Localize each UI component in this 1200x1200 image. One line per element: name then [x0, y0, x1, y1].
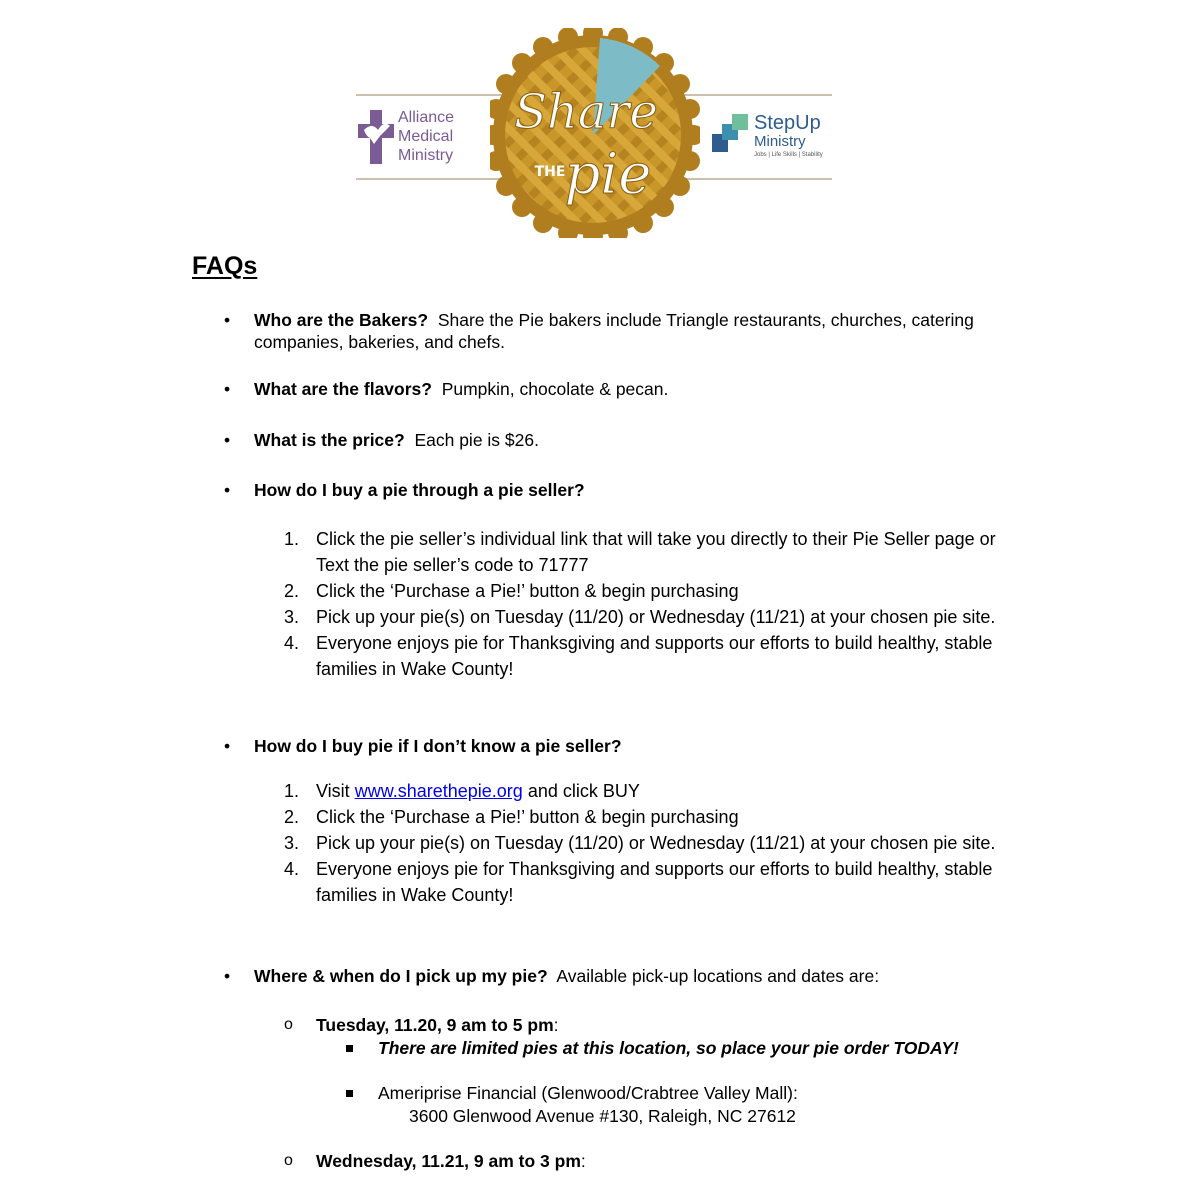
step-text: Click the ‘Purchase a Pie!’ button & begin purchasing: [316, 807, 739, 827]
circle-bullet-icon: o: [284, 1152, 293, 1169]
faq-question: Who are the Bakers?: [254, 310, 429, 330]
limited-note-text: There are limited pies at this location, so place your pie order TODAY!: [378, 1038, 959, 1058]
list-item: [284, 778, 1014, 804]
pickup-location: [346, 1082, 966, 1104]
faq-text: [254, 309, 1014, 353]
list-number: 3.: [284, 607, 300, 627]
list-number: 2.: [284, 581, 300, 601]
list-item: [284, 578, 1014, 604]
list-number: 1.: [284, 781, 300, 801]
list-item: [284, 804, 1014, 830]
stepup-tagline: Jobs | Life Skills | Stability: [754, 152, 823, 158]
bullet-icon: •: [224, 379, 231, 399]
faq-text: [254, 965, 1014, 987]
alliance-medical-ministry-logo: [356, 106, 486, 168]
location-address: 3600 Glenwood Avenue #130, Raleigh, NC 27612: [409, 1106, 796, 1126]
faq-item-flavors: [224, 378, 1014, 400]
pie-logo-word-share: Share: [514, 84, 658, 140]
faq-question: What are the flavors?: [254, 379, 432, 399]
header-banner: [0, 0, 1200, 240]
step-text: Click the ‘Purchase a Pie!’ button & begin purchasing: [316, 581, 739, 601]
list-number: 1.: [284, 529, 300, 549]
faq-answer: Each pie is $26.: [414, 430, 539, 450]
list-number: 2.: [284, 807, 300, 827]
faq-question: What is the price?: [254, 430, 405, 450]
bullet-icon: •: [224, 736, 231, 756]
colon: :: [553, 1015, 559, 1035]
step-text: Click the pie seller’s individual link that will take you directly to their Pie Seller page or Text the pie seller’s code to 71777: [316, 529, 996, 575]
pie-logo-word-the: THE: [534, 164, 566, 180]
pickup-day-wednesday: [284, 1150, 1014, 1172]
stepup-ministry-word: Ministry: [754, 133, 806, 150]
pickup-day-tuesday: [284, 1014, 1014, 1036]
faq-text: [254, 479, 1014, 501]
step-text: Everyone enjoys pie for Thanksgiving and supports our efforts to build healthy, stable families in Wake County!: [316, 633, 993, 679]
bullet-icon: •: [224, 430, 231, 450]
alliance-line-3: Ministry: [398, 147, 454, 164]
no-seller-steps-list: [284, 778, 1014, 908]
step-prefix: Visit: [316, 781, 350, 801]
list-number: 3.: [284, 833, 300, 853]
colon: :: [580, 1151, 586, 1171]
faq-item-buy-without-seller: [224, 735, 1014, 757]
dove-cross-icon: [358, 110, 394, 164]
step-text: Pick up your pie(s) on Tuesday (11/20) or Wednesday (11/21) at your chosen pie site.: [316, 833, 996, 853]
faq-answer: Pumpkin, chocolate & pecan.: [441, 379, 669, 399]
faq-text: [254, 735, 1014, 757]
stepup-word: StepUp: [754, 112, 821, 134]
square-bullet-icon: [346, 1090, 353, 1097]
pickup-limited-note: [346, 1037, 966, 1059]
square-bullet-icon: [346, 1045, 353, 1052]
step-text: Pick up your pie(s) on Tuesday (11/20) or Wednesday (11/21) at your chosen pie site.: [316, 607, 996, 627]
faq-answer: Available pick-up locations and dates are:: [556, 966, 880, 986]
pickup-day-label: Wednesday, 11.21, 9 am to 3 pm: [316, 1151, 581, 1171]
list-item: [284, 856, 1014, 908]
share-the-pie-logo: [490, 28, 700, 238]
pickup-day-text: [316, 1014, 1014, 1036]
faq-item-bakers: [224, 309, 1014, 353]
location-name: Ameriprise Financial (Glenwood/Crabtree Valley Mall):: [378, 1083, 798, 1103]
step-suffix: and click BUY: [527, 781, 640, 801]
bullet-icon: •: [224, 966, 231, 986]
bullet-icon: •: [224, 480, 231, 500]
sharethepie-link[interactable]: www.sharethepie.org: [354, 781, 523, 801]
step-text: Everyone enjoys pie for Thanksgiving and supports our efforts to build healthy, stable families in Wake County!: [316, 859, 993, 905]
circle-bullet-icon: o: [284, 1016, 293, 1033]
pickup-day-label: Tuesday, 11.20, 9 am to 5 pm: [316, 1015, 554, 1035]
list-item: [284, 630, 1014, 682]
faq-item-price: [224, 429, 1014, 451]
list-number: 4.: [284, 633, 300, 653]
stepup-squares-icon: [710, 112, 752, 154]
alliance-line-2: Medical: [398, 128, 454, 145]
faq-text: [254, 378, 1014, 400]
pie-logo-word-pie: pie: [564, 142, 652, 207]
faq-answer: Share the Pie bakers include Triangle restaurants, churches, catering companies, bakeries, and chefs.: [254, 310, 974, 352]
faq-item-pickup: [224, 965, 1014, 987]
list-item: [284, 830, 1014, 856]
alliance-line-1: Alliance: [398, 109, 455, 126]
bullet-icon: •: [224, 310, 231, 330]
faq-text: [254, 429, 1014, 451]
faq-item-buy-through-seller: [224, 479, 1014, 501]
faq-question: How do I buy pie if I don’t know a pie seller?: [254, 736, 622, 756]
list-item: [284, 604, 1014, 630]
list-number: 4.: [284, 859, 300, 879]
list-item: [284, 526, 1014, 578]
seller-steps-list: [284, 526, 1014, 682]
stepup-ministry-logo: [708, 110, 838, 166]
alliance-logo-text: [398, 108, 454, 165]
pickup-day-text: [316, 1150, 1014, 1172]
faq-question: How do I buy a pie through a pie seller?: [254, 480, 585, 500]
faq-question: Where & when do I pick up my pie?: [254, 966, 548, 986]
page-title: FAQs: [192, 252, 258, 280]
